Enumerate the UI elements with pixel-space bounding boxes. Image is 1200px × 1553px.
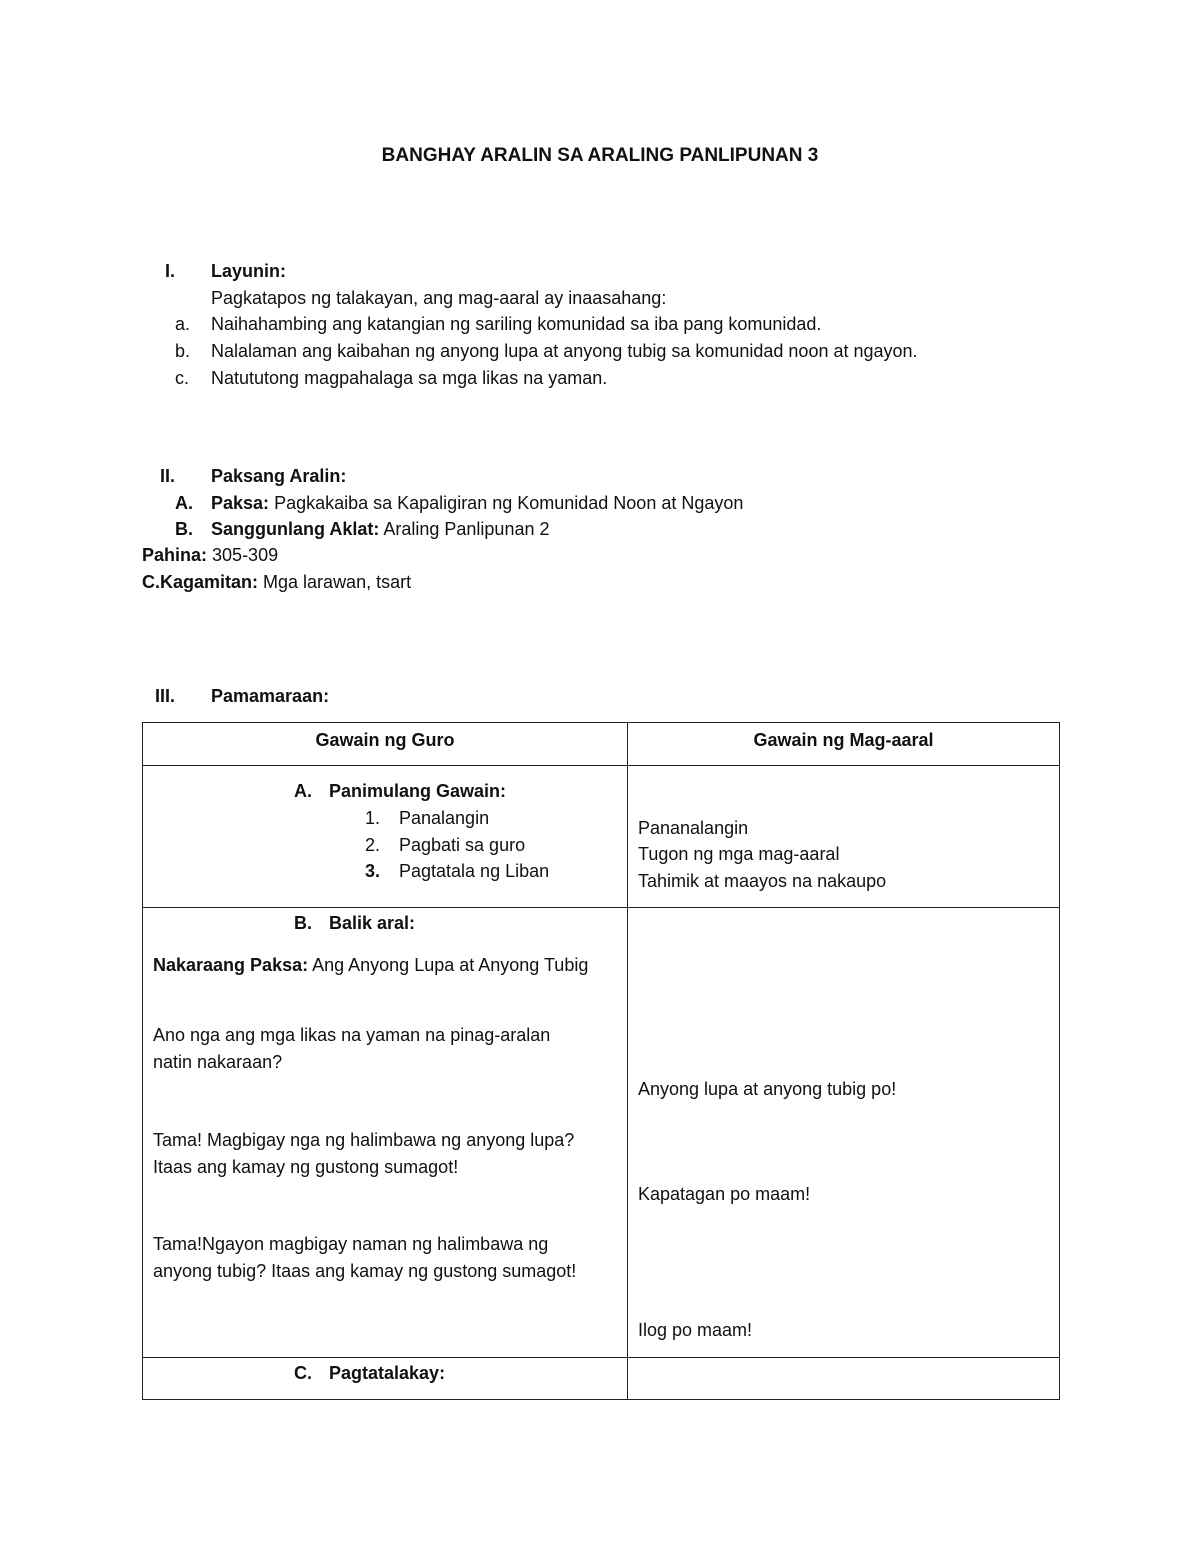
prev-topic-value: Ang Anyong Lupa at Anyong Tubig bbox=[312, 955, 589, 975]
kagamitan-label: C.Kagamitan: bbox=[142, 572, 259, 592]
step-text: Pagbati sa guro bbox=[399, 835, 526, 855]
paksa-line bbox=[211, 494, 743, 512]
student-cell bbox=[628, 908, 1060, 1358]
teacher-question: Ano nga ang mga likas na yaman na pinag-aralan bbox=[153, 1025, 551, 1045]
student-response: Pananalangin bbox=[638, 818, 749, 838]
section-heading: Layunin: bbox=[211, 261, 286, 281]
student-cell bbox=[628, 766, 1060, 908]
prev-topic-label: Nakaraang Paksa: bbox=[153, 955, 309, 975]
student-answer: Anyong lupa at anyong tubig po! bbox=[638, 1079, 897, 1099]
teacher-question: Tama!Ngayon magbigay naman ng halimbawa ng bbox=[153, 1234, 549, 1254]
list-marker: a. bbox=[175, 314, 191, 334]
kagamitan-line bbox=[142, 573, 411, 591]
row-heading: Pagtatalakay: bbox=[329, 1363, 446, 1383]
section-intro: Pagkatapos ng talakayan, ang mag-aaral ay inaasahang: bbox=[211, 288, 667, 308]
step-text: Pagtatala ng Liban bbox=[399, 861, 550, 881]
page-title: BANGHAY ARALIN SA ARALING PANLIPUNAN 3 bbox=[381, 145, 819, 166]
sanggunian-label: Sanggunlang Aklat: bbox=[211, 519, 380, 539]
row-marker: C. bbox=[294, 1363, 312, 1383]
step-number: 1. bbox=[365, 808, 381, 828]
pahina-line bbox=[142, 546, 278, 564]
list-item: Natututong magpahalaga sa mga likas na yaman. bbox=[211, 368, 608, 388]
teacher-question: Itaas ang kamay ng gustong sumagot! bbox=[153, 1157, 459, 1177]
row-marker: B. bbox=[294, 913, 312, 933]
table-header-row bbox=[143, 723, 1060, 766]
kagamitan-value: Mga larawan, tsart bbox=[263, 572, 412, 592]
pahina-label: Pahina: bbox=[142, 545, 208, 565]
teacher-cell bbox=[143, 766, 628, 908]
student-response: Tahimik at maayos na nakaupo bbox=[638, 871, 887, 891]
list-item: Naihahambing ang katangian ng sariling komunidad sa iba pang komunidad. bbox=[211, 314, 822, 334]
procedure-table bbox=[142, 722, 1060, 1400]
prev-topic-line bbox=[153, 956, 588, 974]
header-cell bbox=[628, 723, 1060, 766]
student-answer: Kapatagan po maam! bbox=[638, 1184, 811, 1204]
list-marker: A. bbox=[175, 493, 193, 513]
row-heading: Panimulang Gawain: bbox=[329, 781, 507, 801]
row-heading: Balik aral: bbox=[329, 913, 416, 933]
student-cell bbox=[628, 1358, 1060, 1400]
section-heading: Paksang Aralin: bbox=[211, 466, 347, 486]
list-marker: c. bbox=[175, 368, 190, 388]
student-response: Tugon ng mga mag-aaral bbox=[638, 844, 840, 864]
table-row bbox=[143, 766, 1060, 908]
step-number: 3. bbox=[365, 861, 381, 881]
row-marker: A. bbox=[294, 781, 312, 801]
table-row bbox=[143, 1358, 1060, 1400]
table-row bbox=[143, 908, 1060, 1358]
header-mag-aaral: Gawain ng Mag-aaral bbox=[753, 730, 934, 750]
list-item: Nalalaman ang kaibahan ng anyong lupa at anyong tubig sa komunidad noon at ngayon. bbox=[211, 341, 918, 361]
section-number: II. bbox=[160, 466, 176, 486]
teacher-question: anyong tubig? Itaas ang kamay ng gustong sumagot! bbox=[153, 1261, 577, 1281]
teacher-cell bbox=[143, 908, 628, 1358]
sanggunian-line bbox=[211, 520, 549, 538]
list-marker: b. bbox=[175, 341, 191, 361]
paksa-value: Pagkakaiba sa Kapaligiran ng Komunidad Noon at Ngayon bbox=[274, 493, 744, 513]
section-number: I. bbox=[165, 261, 176, 281]
header-guro: Gawain ng Guro bbox=[315, 730, 455, 750]
sanggunian-value: Araling Panlipunan 2 bbox=[383, 519, 550, 539]
paksa-label: Paksa: bbox=[211, 493, 270, 513]
step-text: Panalangin bbox=[399, 808, 490, 828]
teacher-question: natin nakaraan? bbox=[153, 1052, 283, 1072]
student-answer: Ilog po maam! bbox=[638, 1320, 753, 1340]
section-number: III. bbox=[155, 686, 176, 706]
teacher-question: Tama! Magbigay nga ng halimbawa ng anyong lupa? bbox=[153, 1130, 575, 1150]
header-cell bbox=[143, 723, 628, 766]
step-number: 2. bbox=[365, 835, 381, 855]
teacher-cell bbox=[143, 1358, 628, 1400]
section-heading: Pamamaraan: bbox=[211, 686, 330, 706]
pahina-value: 305-309 bbox=[212, 545, 279, 565]
list-marker: B. bbox=[175, 519, 193, 539]
